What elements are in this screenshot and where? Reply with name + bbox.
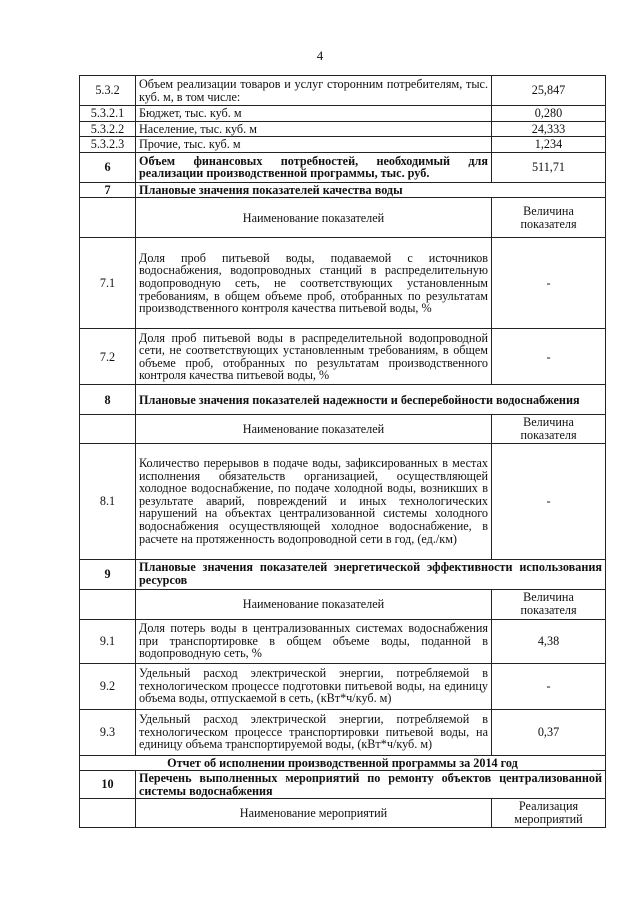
column-header-name: Наименование показателей — [136, 589, 492, 619]
table-row — [80, 76, 606, 106]
column-header-value: Величина показателя — [492, 589, 606, 619]
report-title: Отчет об исполнении производственной программы за 2014 год — [80, 755, 606, 771]
column-header-row — [80, 799, 606, 827]
section-heading-row — [80, 559, 606, 589]
section-heading-row — [80, 771, 606, 799]
section-title: Плановые значения показателей качества воды — [136, 182, 606, 198]
row-description: Объем реализации товаров и услуг сторонним потребителям, тыс. куб. м, в том числе: — [136, 76, 492, 106]
table-row — [80, 663, 606, 709]
table-row — [80, 137, 606, 153]
column-header-name: Наименование показателей — [136, 198, 492, 238]
section-heading-row — [80, 182, 606, 198]
row-number: 6 — [80, 152, 136, 182]
row-description: Объем финансовых потребностей, необходимый для реализации производственной программы, тыс. руб. — [136, 152, 492, 182]
report-title-row — [80, 755, 606, 771]
row-description: Доля проб питьевой воды, подаваемой с источников водоснабжения, водопроводных станций в распределительную водопроводную сеть, не соответствующих установленным требованиям, в общем объеме проб, отобранных по результатам производственного контроля качества питьевой воды, % — [136, 238, 492, 329]
row-value: 4,38 — [492, 619, 606, 663]
section-number: 9 — [80, 559, 136, 589]
row-value: 1,234 — [492, 137, 606, 153]
row-number: 5.3.2.2 — [80, 121, 136, 137]
row-value: 511,71 — [492, 152, 606, 182]
section-title: Перечень выполненных мероприятий по ремонту объектов централизованной системы водоснабжения — [136, 771, 606, 799]
row-description: Прочие, тыс. куб. м — [136, 137, 492, 153]
row-description: Население, тыс. куб. м — [136, 121, 492, 137]
row-number: 9.2 — [80, 663, 136, 709]
table-row — [80, 619, 606, 663]
row-description: Доля потерь воды в централизованных системах водоснабжения при транспортировке в общем объеме воды, поданной в водопроводную сеть, % — [136, 619, 492, 663]
section-title: Плановые значения показателей энергетической эффективности использования ресурсов — [136, 559, 606, 589]
row-number: 5.3.2.1 — [80, 106, 136, 122]
page-number: 4 — [316, 48, 324, 63]
column-header-value: Величина показателя — [492, 198, 606, 238]
row-value: 0,37 — [492, 709, 606, 755]
row-number: 5.3.2.3 — [80, 137, 136, 153]
table-row — [80, 106, 606, 122]
row-value: - — [492, 663, 606, 709]
row-description: Доля проб питьевой воды в распределительной водопроводной сети, не соответствующих установленным требованиям, в общем объеме проб, отобранных по результатам производственного контроля качества питьевой воды, % — [136, 329, 492, 385]
table-row — [80, 329, 606, 385]
column-header-row — [80, 415, 606, 443]
table-row — [80, 709, 606, 755]
row-value: - — [492, 443, 606, 559]
row-number: 9.1 — [80, 619, 136, 663]
row-value: 24,333 — [492, 121, 606, 137]
row-number: 5.3.2 — [80, 76, 136, 106]
table-row — [80, 443, 606, 559]
column-header-name: Наименование показателей — [136, 415, 492, 443]
table-row — [80, 152, 606, 182]
row-number: 7.1 — [80, 238, 136, 329]
row-description: Бюджет, тыс. куб. м — [136, 106, 492, 122]
column-header-row — [80, 198, 606, 238]
column-header-value: Реализация мероприятий — [492, 799, 606, 827]
table-row — [80, 121, 606, 137]
row-description: Количество перерывов в подаче воды, зафиксированных в местах исполнения обязательств организацией, осуществляющей холодное водоснабжение, по подаче холодной воды, возникших в результате аварий, повреждений и иных технологических нарушений на объектах централизованной системы холодного водоснабжения осуществляющей холодное водоснабжение, в расчете на протяженность водопроводной сети в год, (ед./км) — [136, 443, 492, 559]
row-number: 7.2 — [80, 329, 136, 385]
section-number: 8 — [80, 385, 136, 415]
column-header-value: Величина показателя — [492, 415, 606, 443]
section-heading-row — [80, 385, 606, 415]
row-description: Удельный расход электрической энергии, потребляемой в технологическом процессе подготовки питьевой воды, на единицу объема воды, отпускаемой в сеть, (кВт*ч/куб. м) — [136, 663, 492, 709]
section-title: Плановые значения показателей надежности и бесперебойности водоснабжения — [136, 385, 606, 415]
row-number: 8.1 — [80, 443, 136, 559]
table-row — [80, 238, 606, 329]
row-description: Удельный расход электрической энергии, потребляемой в технологическом процессе транспортировки питьевой воды, на единицу объема транспортируемой воды, (кВт*ч/куб. м) — [136, 709, 492, 755]
column-header-name: Наименование мероприятий — [136, 799, 492, 827]
column-header-row — [80, 589, 606, 619]
row-value: 25,847 — [492, 76, 606, 106]
row-value: - — [492, 238, 606, 329]
row-number: 9.3 — [80, 709, 136, 755]
row-value: 0,280 — [492, 106, 606, 122]
section-number: 10 — [80, 771, 136, 799]
program-table — [79, 75, 606, 828]
section-number: 7 — [80, 182, 136, 198]
row-value: - — [492, 329, 606, 385]
